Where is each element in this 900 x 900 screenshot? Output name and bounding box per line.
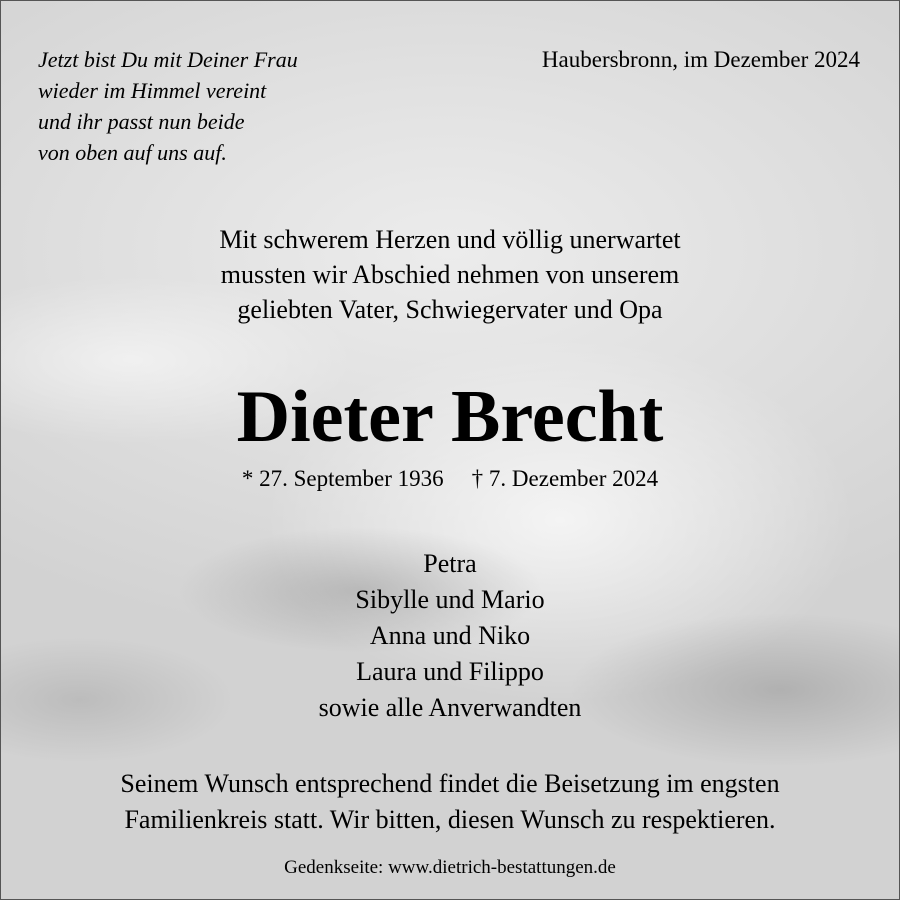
notice-line: Familienkreis statt. Wir bitten, diesen Wunsch zu respektieren. — [124, 805, 776, 834]
mourner: Sibylle und Mario — [355, 585, 545, 614]
verse — [38, 44, 298, 168]
mourners-list — [0, 546, 900, 726]
mourner: Anna und Niko — [369, 621, 531, 650]
verse-line: und ihr passt nun beide — [38, 109, 245, 134]
life-dates — [0, 464, 900, 494]
verse-line: von oben auf uns auf. — [38, 140, 227, 165]
intro-line: geliebten Vater, Schwiegervater und Opa — [237, 295, 663, 324]
mourner: Petra — [423, 549, 477, 578]
notice-line: Seinem Wunsch entsprechend findet die Beisetzung im engsten — [120, 769, 780, 798]
death-date: † 7. Dezember 2024 — [471, 466, 659, 491]
intro-line: Mit schwerem Herzen und völlig unerwartet — [219, 225, 681, 254]
memorial-page-link: Gedenkseite: www.dietrich-bestattungen.de — [284, 857, 616, 878]
verse-line: wieder im Himmel vereint — [38, 78, 267, 103]
mourner: Laura und Filippo — [356, 657, 544, 686]
intro-text — [0, 222, 900, 327]
birth-date: * 27. September 1936 — [241, 466, 444, 491]
burial-notice — [0, 766, 900, 838]
deceased-name: Dieter Brecht — [236, 376, 664, 458]
mourner: sowie alle Anverwandten — [318, 693, 582, 722]
place-date: Haubersbronn, im Dezember 2024 — [541, 47, 860, 72]
intro-line: mussten wir Abschied nehmen von unserem — [220, 260, 680, 289]
verse-line: Jetzt bist Du mit Deiner Frau — [38, 47, 298, 72]
